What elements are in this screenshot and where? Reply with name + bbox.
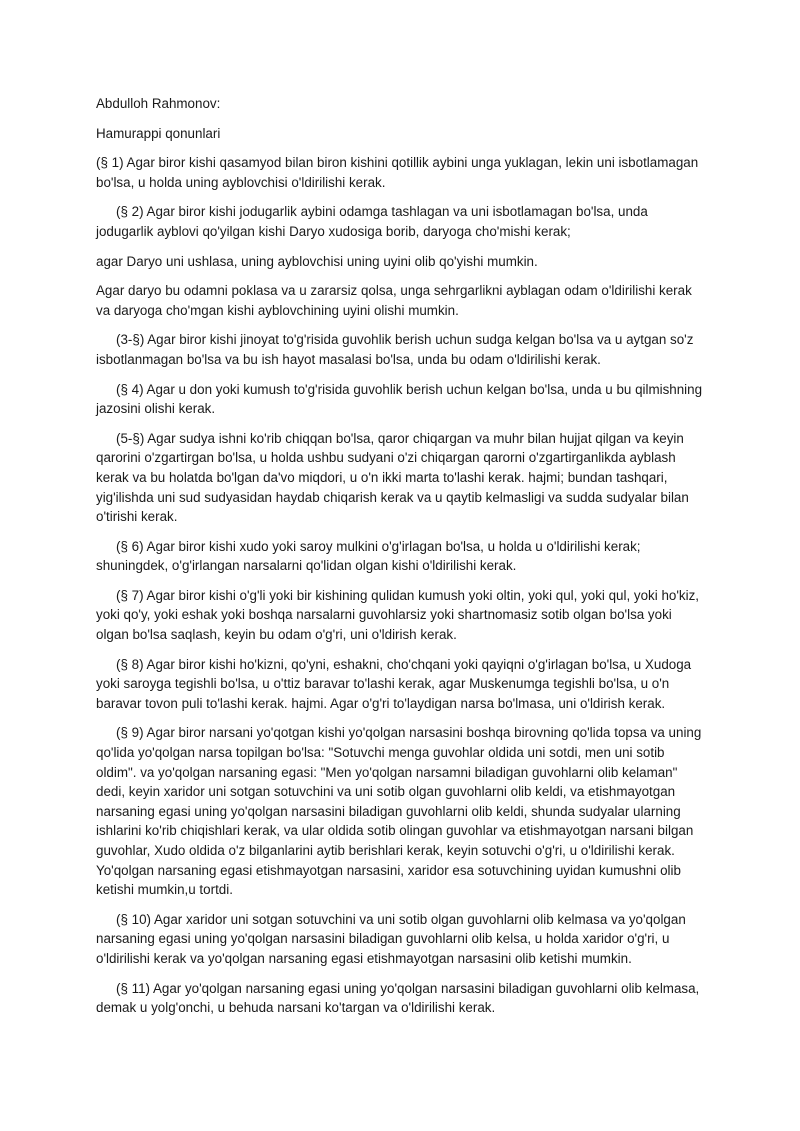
paragraph-s8: (§ 8) Agar biror kishi ho'kizni, qo'yni, eshakni, cho'chqani yoki qayiqni o'g'irlagan bo'lsa, u Xudoga yoki saroyga tegishli bo'lsa, u o'ttiz baravar to'lashi kerak, agar Muskenumga tegishli bo'lsa, u o'n baravar tovon puli to'lashi kerak. hajmi. Agar o'g'ri to'laydigan narsa bo'lmasa, uni o'ldirish kerak. <box>96 656 692 711</box>
paragraph-s6: (§ 6) Agar biror kishi xudo yoki saroy mulkini o'g'irlagan bo'lsa, u holda u o'ldirilishi kerak; shuningdek, o'g'irlangan narsalarni qo'lidan olgan kishi o'ldirilishi kerak. <box>96 538 641 574</box>
author-line: Abdulloh Rahmonov: <box>96 96 221 111</box>
paragraph-s1: (§ 1) Agar biror kishi qasamyod bilan biron kishini qotillik aybini unga yuklagan, lekin uni isbotlamagan bo'lsa, u holda uning ayblovchisi o'ldirilishi kerak. <box>96 155 699 190</box>
paragraph-s2: (§ 2) Agar biror kishi jodugarlik aybini odamga tashlagan va uni isbotlamagan bo'lsa, unda jodugarlik ayblovi qo'yilgan kishi Daryo xudosiga borib, daryoga cho'mishi kerak; <box>96 204 648 239</box>
paragraph-s9: (§ 9) Agar biror narsani yo'qotgan kishi yo'qolgan narsasini boshqa birovning qo'lida topsa va uning qo'lida yo'qolgan narsa topilgan bo'lsa: "Sotuvchi menga guvohlar oldida uni sotdi, men uni sotib oldim". va yo'qolgan narsaning egasi: "Men yo'qolgan narsamni biladigan guvohlarni olib kelaman" dedi, keyin xaridor uni sotgan sotuvchini va uni sotib olgan guvohlarni olib keldi, va etishmayotgan narsaning egasi uning yo'qolgan narsasini biladigan guvohlarni olib keldi, shunda sudyalar ularning ishlarini ko'rib chiqishlari kerak, va ular oldida sotib olingan guvohlar va etishmayotgan narsani bilgan guvohlar, Xudo oldida o'z bilganlarini aytib berishlari kerak, keyin sotuvchi o'g'ri, u o'ldirilishi kerak. Yo'qolgan narsaning egasi etishmayotgan narsasini, xaridor esa sotuvchining uyidan kumushni olib ketishi mumkin,u tortdi. <box>96 725 702 898</box>
paragraph-s2-river: agar Daryo uni ushlasa, uning ayblovchisi uning uyini olib qo'yishi mumkin. <box>96 253 538 269</box>
paragraph-s4: (§ 4) Agar u don yoki kumush to'g'risida guvohlik berish uchun kelgan bo'lsa, unda u bu qilmishning jazosini olishi kerak. <box>96 381 703 417</box>
paragraph-s11: (§ 11) Agar yo'qolgan narsaning egasi uning yo'qolgan narsasini biladigan guvohlarni olib kelmasa, demak u yolg'onchi, u behuda narsani ko'targan va o'ldirilishi kerak. <box>96 980 700 1016</box>
paragraph-s2-cleansed: Agar daryo bu odamni poklasa va u zararsiz qolsa, unga sehrgarlikni ayblagan odam o'ldirilishi kerak va daryoga cho'mgan kishi ayblovchining uyini olishi mumkin. <box>96 283 692 318</box>
paragraph-s3: (3-§) Agar biror kishi jinoyat to'g'risida guvohlik berish uchun sudga kelgan bo'lsa va u aytgan so'z isbotlanmagan bo'lsa va bu ish hayot masalasi bo'lsa, unda bu odam o'ldirilishi kerak. <box>96 332 694 367</box>
paragraph-s7: (§ 7) Agar biror kishi o'g'li yoki bir kishining qulidan kumush yoki oltin, yoki qul, yoki qul, yoki ho'kiz, yoki qo'y, yoki eshak yoki boshqa narsalarni guvohlarsiz yoki shartnomasiz sotib olgan bo'lsa yoki olgan bo'lsa saqlash, keyin bu odam o'g'ri, uni o'ldirish kerak. <box>96 587 699 643</box>
paragraph-s5: (5-§) Agar sudya ishni ko'rib chiqqan bo'lsa, qaror chiqargan va muhr bilan hujjat qilgan va keyin qarorini o'zgartirgan bo'lsa, u holda ushbu sudyani o'zi chiqargan qarorni o'zgartirganlikda ayblash kerak va bu holatda bo'lgan da'vo miqdori, u o'n ikki marta to'lashi kerak. hajmi; bundan tashqari, yig'ilishda uni sud sudyasidan haydab chiqarish kerak va u qaytib kelmasligi va sudda sudyalar bilan o'tirishi kerak. <box>96 430 689 525</box>
paragraph-s10: (§ 10) Agar xaridor uni sotgan sotuvchini va uni sotib olgan guvohlarni olib kelmasa va yo'qolgan narsaning egasi uning yo'qolgan narsasini biladigan guvohlarni olib kelsa, u holda xaridor o'g'ri, u o'ldirilishi kerak va yo'qolgan narsaning egasi etishmayotgan narsasini olib ketishi mumkin. <box>96 911 686 966</box>
document-title: Hamurappi qonunlari <box>96 125 221 141</box>
